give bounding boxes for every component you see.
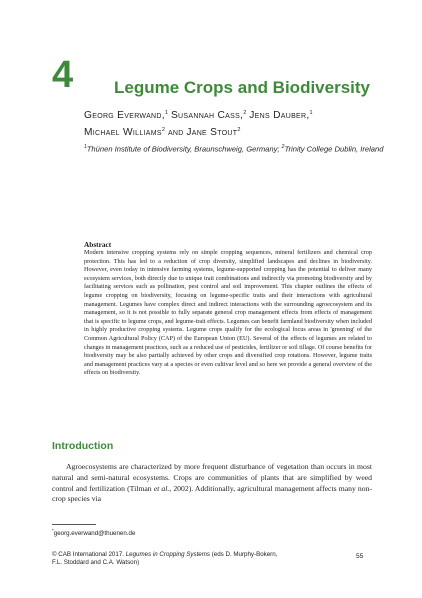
chapter-number: 4 xyxy=(52,54,74,96)
intro-citation-etal: et al. xyxy=(153,483,170,493)
author-name: Michael Williams xyxy=(84,126,162,138)
copyright-notice: © CAB International 2017. xyxy=(52,551,124,558)
intro-text: , 2002). Additionally, agricultural management affects many non-crop species via xyxy=(52,483,373,504)
page-number: 55 xyxy=(356,553,364,560)
affiliation-text: Thünen Institute of Biodiversity, Braunschweig, Germany; xyxy=(86,144,280,154)
author-conjunction: and xyxy=(167,126,184,138)
author-name: Georg Everwand, xyxy=(84,109,165,121)
footnote-marker: * xyxy=(52,528,54,533)
chapter-title: Legume Crops and Biodiversity xyxy=(114,78,370,97)
introduction-paragraph xyxy=(52,462,372,505)
editors-line: F.L. Stoddard and C.A. Watson) xyxy=(52,559,140,566)
author-name: Jens Dauber, xyxy=(249,109,310,121)
abstract-text: Modern intensive cropping systems rely on simple cropping sequences, mineral fertilizers and chemical crop protection. This has led to a reduction of crop diversity, simplified landscapes and declines in biodiversity. However, even today in intensive farming systems, legume-supported cropping has the potential to deliver many ecosystem services, both directly due to unique trait combinations and indirectly via promoting biodiversity and by facilitating services such as pollination, pest control and soil improvement. This chapter outlines the effects of legume cropping on biodiversity, focusing on legume-specific traits and their interactions with agricultural management. Legumes have complex direct and indirect interactions with the surrounding agroecosystem and its management, so it is not possible to fully separate general crop management effects from effects of management that is specific to legume crops, and legume-trait effects. Legumes can benefit farmland biodiversity when included in highly productive cropping systems. Legume crops qualify for the ecological focus areas in 'greening' of the Common Agricultural Policy (CAP) of the European Union (EU). Several of the effects of legumes are related to changes in management practices, such as a reduced use of pesticides, fertilizer or soil tillage. Of course benefits for biodiversity may be also partially achieved by other crops and diversified crop rotations. However, legume traits and management practices vary at a species or even cultivar level and so here we provide a general overview of the effects on biodiversity. xyxy=(84,249,372,377)
author-affiliation-marker: 2 xyxy=(161,126,166,133)
affiliation-text: Trinity College Dublin, Ireland xyxy=(284,144,384,154)
book-title: Legumes in Cropping Systems xyxy=(125,551,210,558)
footnote-email[interactable]: georg.everwand@thuenen.de xyxy=(53,530,136,538)
page-footer xyxy=(52,551,282,567)
footnote xyxy=(52,528,135,537)
author-list xyxy=(84,106,384,140)
abstract-heading: Abstract xyxy=(84,240,112,249)
author-name: Jane Stout xyxy=(186,126,238,138)
footnote-divider xyxy=(52,524,96,525)
intro-text: Agroecosystems are characterized by more frequent disturbance of vegetation than occurs in most natural and semi-natural ecosystems. Crops are communities of plants that are simplified by weed control and fertilization (Tilman xyxy=(52,462,372,493)
affiliation-marker: 2 xyxy=(281,144,285,150)
author-affiliation-marker: 1 xyxy=(164,110,169,116)
affiliations xyxy=(84,142,384,155)
author-name: Susannah Cass, xyxy=(170,109,244,121)
section-heading-introduction: Introduction xyxy=(52,440,114,452)
author-affiliation-marker: 2 xyxy=(237,126,241,133)
affiliation-marker: 1 xyxy=(84,144,87,150)
author-affiliation-marker: 1 xyxy=(309,110,313,116)
editors-line: (eds D. Murphy-Bokern, xyxy=(211,551,278,558)
author-affiliation-marker: 2 xyxy=(243,110,247,116)
